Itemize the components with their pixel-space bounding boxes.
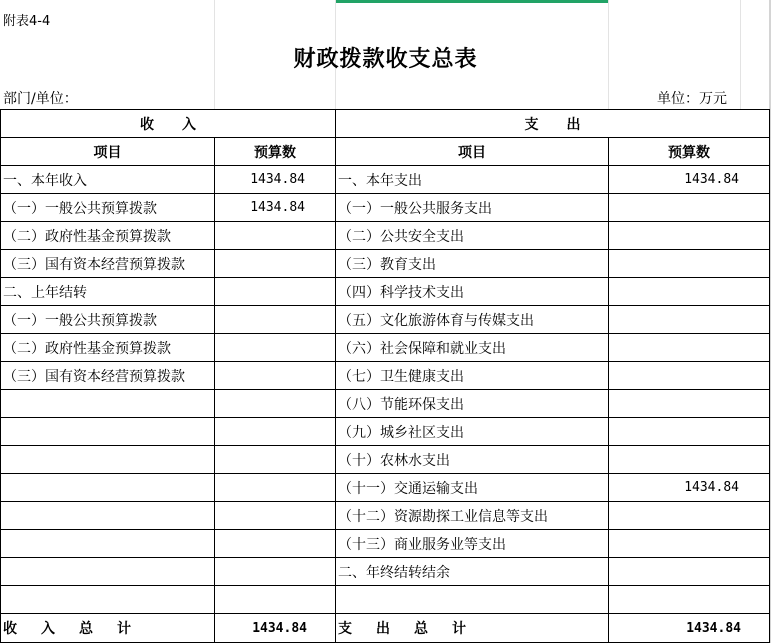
table-row [1, 558, 770, 586]
expense-item-cell[interactable]: （十三）商业服务业等支出 [336, 530, 609, 558]
table-row [1, 446, 770, 474]
expense-item-cell[interactable]: （四）科学技术支出 [336, 278, 609, 306]
income-item-cell[interactable]: （一）一般公共预算拨款 [1, 306, 215, 334]
table-row [1, 474, 770, 502]
expense-amount-cell[interactable]: 1434.84 [609, 166, 770, 194]
expense-amount-cell[interactable] [609, 194, 770, 222]
expense-amount-cell[interactable] [609, 222, 770, 250]
table-row [1, 194, 770, 222]
expense-item-cell[interactable]: 一、本年支出 [336, 166, 609, 194]
income-amount-cell[interactable] [215, 334, 336, 362]
table-row [1, 418, 770, 446]
expense-amount-cell[interactable]: 1434.84 [609, 474, 770, 502]
expense-item-cell[interactable]: （三）教育支出 [336, 250, 609, 278]
expense-amount-cell[interactable] [609, 390, 770, 418]
table-row [1, 502, 770, 530]
expense-total-label[interactable]: 支出总计 [336, 614, 609, 643]
table-row [1, 166, 770, 194]
column-header-row [1, 138, 770, 166]
expense-amount-cell[interactable] [609, 334, 770, 362]
income-amount-cell[interactable] [215, 502, 336, 530]
expense-amount-cell[interactable] [609, 362, 770, 390]
expense-item-cell[interactable]: （六）社会保障和就业支出 [336, 334, 609, 362]
table-row [1, 334, 770, 362]
income-item-cell[interactable] [1, 558, 215, 586]
total-row [1, 614, 770, 643]
expense-item-cell[interactable]: （五）文化旅游体育与传媒支出 [336, 306, 609, 334]
expense-item-cell[interactable]: （十一）交通运输支出 [336, 474, 609, 502]
income-item-cell[interactable]: 二、上年结转 [1, 278, 215, 306]
income-item-cell[interactable] [1, 502, 215, 530]
section-header-row [1, 110, 770, 138]
table-row [1, 530, 770, 558]
table-row [1, 586, 770, 614]
expense-item-cell[interactable]: （八）节能环保支出 [336, 390, 609, 418]
expense-amount-cell[interactable] [609, 530, 770, 558]
income-amount-cell[interactable] [215, 306, 336, 334]
expense-amount-cell[interactable] [609, 502, 770, 530]
table-row [1, 222, 770, 250]
appendix-label: 附表4-4 [3, 14, 51, 29]
income-item-cell[interactable]: 一、本年收入 [1, 166, 215, 194]
income-item-cell[interactable]: （三）国有资本经营预算拨款 [1, 250, 215, 278]
income-item-cell[interactable]: （三）国有资本经营预算拨款 [1, 362, 215, 390]
income-amount-cell[interactable] [215, 390, 336, 418]
income-section-header[interactable]: 收 入 [1, 110, 336, 138]
income-item-cell[interactable]: （一）一般公共预算拨款 [1, 194, 215, 222]
expense-amount-cell[interactable] [609, 418, 770, 446]
income-item-cell[interactable] [1, 530, 215, 558]
sheet-top-strip [0, 0, 771, 4]
income-item-cell[interactable] [1, 390, 215, 418]
income-amount-cell[interactable] [215, 586, 336, 614]
income-budget-header[interactable]: 预算数 [215, 138, 336, 166]
unit-label: 单位：万元 [657, 91, 727, 107]
income-amount-cell[interactable] [215, 474, 336, 502]
income-amount-cell[interactable]: 1434.84 [215, 194, 336, 222]
expense-item-cell[interactable]: （七）卫生健康支出 [336, 362, 609, 390]
income-amount-cell[interactable] [215, 278, 336, 306]
income-amount-cell[interactable] [215, 418, 336, 446]
table-row [1, 278, 770, 306]
expense-item-cell[interactable]: （十）农林水支出 [336, 446, 609, 474]
income-item-cell[interactable] [1, 586, 215, 614]
expense-item-cell[interactable]: （二）公共安全支出 [336, 222, 609, 250]
table-row [1, 362, 770, 390]
department-label: 部门/单位： [3, 91, 78, 107]
income-item-cell[interactable] [1, 418, 215, 446]
income-total-amount[interactable]: 1434.84 [215, 614, 336, 643]
income-amount-cell[interactable] [215, 222, 336, 250]
income-amount-cell[interactable] [215, 530, 336, 558]
expense-amount-cell[interactable] [609, 250, 770, 278]
income-amount-cell[interactable] [215, 558, 336, 586]
expense-section-header[interactable]: 支 出 [336, 110, 770, 138]
expense-amount-cell[interactable] [609, 586, 770, 614]
income-item-cell[interactable]: （二）政府性基金预算拨款 [1, 334, 215, 362]
expense-item-cell[interactable]: 二、年终结转结余 [336, 558, 609, 586]
expense-item-cell[interactable]: （一）一般公共服务支出 [336, 194, 609, 222]
expense-total-amount[interactable]: 1434.84 [609, 614, 770, 643]
income-item-cell[interactable] [1, 446, 215, 474]
expense-amount-cell[interactable] [609, 446, 770, 474]
budget-table [0, 109, 770, 643]
expense-item-cell[interactable]: （十二）资源勘探工业信息等支出 [336, 502, 609, 530]
income-item-header[interactable]: 项目 [1, 138, 215, 166]
table-row [1, 390, 770, 418]
income-amount-cell[interactable] [215, 250, 336, 278]
expense-amount-cell[interactable] [609, 558, 770, 586]
expense-item-cell[interactable] [336, 586, 609, 614]
income-amount-cell[interactable]: 1434.84 [215, 166, 336, 194]
income-item-cell[interactable] [1, 474, 215, 502]
income-amount-cell[interactable] [215, 362, 336, 390]
table-row [1, 250, 770, 278]
expense-item-cell[interactable]: （九）城乡社区支出 [336, 418, 609, 446]
expense-amount-cell[interactable] [609, 306, 770, 334]
expense-amount-cell[interactable] [609, 278, 770, 306]
income-item-cell[interactable]: （二）政府性基金预算拨款 [1, 222, 215, 250]
selected-column-highlight [336, 0, 608, 3]
expense-item-header[interactable]: 项目 [336, 138, 609, 166]
page-title: 财政拨款收支总表 [293, 47, 478, 72]
income-amount-cell[interactable] [215, 446, 336, 474]
expense-budget-header[interactable]: 预算数 [609, 138, 770, 166]
income-total-label[interactable]: 收入总计 [1, 614, 215, 643]
table-row [1, 306, 770, 334]
